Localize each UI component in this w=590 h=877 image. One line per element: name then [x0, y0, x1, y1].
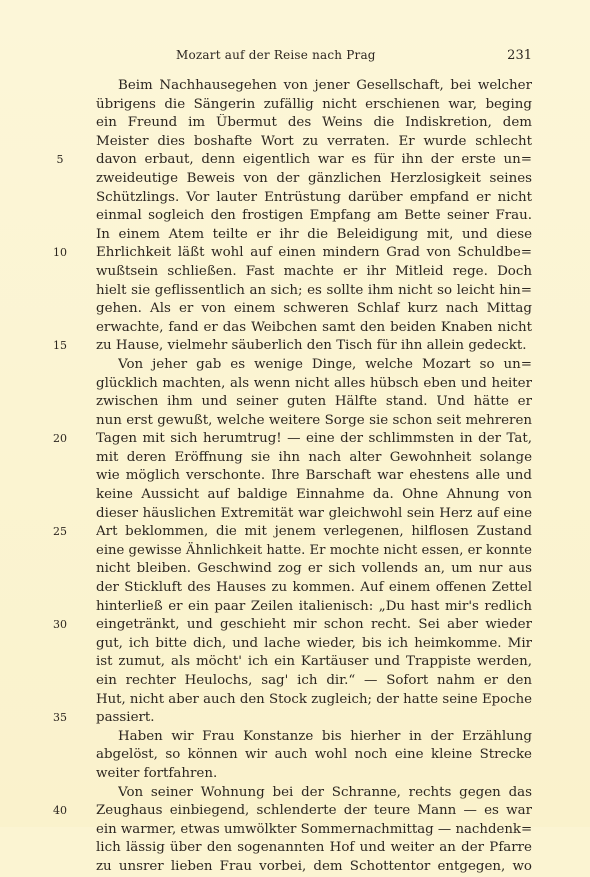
line-text: ein rechter Heulochs, sag' ich dir.“ — Sofort nahm er den	[96, 673, 532, 688]
line-text: Schützlings. Vor lauter Entrüstung darüber empfand er nicht	[96, 189, 532, 205]
text-line	[96, 579, 532, 598]
text-line	[53, 616, 532, 635]
text-line	[96, 300, 532, 319]
line-text: nun erst gewußt, welche weitere Sorge sie schon seit mehreren	[96, 412, 532, 428]
line-number: 35	[53, 711, 67, 725]
line-text: zu Hause, vielmehr säuberlich den Tisch für ihn allein gedeckt.	[96, 338, 527, 354]
line-number: 15	[53, 339, 67, 353]
text-line	[96, 653, 532, 672]
text-line	[96, 691, 532, 710]
text-line	[96, 839, 532, 858]
text-line	[96, 486, 532, 505]
line-text: Von jeher gab es wenige Dinge, welche Mozart so un=	[118, 356, 532, 372]
text-line	[96, 375, 532, 394]
text-line	[96, 505, 532, 524]
line-number: 20	[53, 432, 67, 446]
text-line	[96, 560, 532, 579]
line-number: 40	[53, 804, 67, 818]
line-text: der Stickluft des Hauses zu kommen. Auf einem offenen Zettel	[96, 580, 532, 596]
text-line	[96, 672, 532, 691]
text-line	[96, 821, 532, 840]
text-line	[96, 412, 532, 431]
line-text: zu unsrer lieben Frau vorbei, dem Schottentor entgegen, wo	[96, 858, 532, 874]
line-number: 25	[53, 525, 67, 539]
text-line	[96, 189, 532, 208]
text-line	[96, 635, 532, 654]
text-line	[96, 858, 532, 877]
text-line	[53, 523, 532, 542]
line-text: wie möglich verschonte. Ihre Barschaft war ehestens alle und	[96, 468, 532, 484]
line-text: hinterließ er ein paar Zeilen italienisch: „Du hast mir's redlich	[96, 598, 532, 614]
line-text: Zeughaus einbiegend, schlenderte der teure Mann — es war	[96, 803, 532, 819]
text-line	[96, 467, 532, 486]
text-line	[96, 598, 532, 617]
line-text: In einem Atem teilte er ihr die Beleidigung mit, und diese	[96, 226, 532, 242]
line-text: passiert.	[96, 710, 155, 726]
text-line	[96, 282, 532, 301]
running-title: Mozart auf der Reise nach Prag	[176, 48, 376, 62]
text-line	[56, 151, 532, 170]
line-text: weiter fortfahren.	[96, 765, 218, 781]
line-text: ein Freund im Übermut des Weins die Indiskretion, dem	[96, 115, 532, 131]
text-line	[96, 449, 532, 468]
line-text: glücklich machten, als wenn nicht alles hübsch eben und heiter	[96, 375, 532, 391]
text-line	[96, 77, 532, 96]
line-text: ein warmer, etwas umwölkter Sommernachmittag — nachdenk=	[96, 821, 532, 837]
text-line	[96, 393, 532, 412]
line-number: 30	[53, 618, 67, 632]
line-text: lich lässig über den sogenannten Hof und weiter an der Pfarre	[96, 840, 532, 856]
text-line	[96, 319, 532, 338]
line-text: ist zumut, als möcht' ich ein Kartäuser und Trappiste werden,	[96, 654, 532, 670]
text-line	[96, 542, 532, 561]
line-text: eingetränkt, und geschieht mir schon recht. Sei aber wieder	[96, 617, 532, 633]
text-line	[96, 133, 532, 152]
line-text: Tagen mit sich herumtrug! — eine der schlimmsten in der Tat,	[96, 431, 532, 447]
text-line	[53, 802, 532, 821]
page-number: 231	[507, 48, 532, 63]
line-text: einmal sogleich den frostigen Empfang am Bette seiner Frau.	[96, 208, 532, 224]
text-line	[53, 709, 532, 728]
line-text: Meister dies boshafte Wort zu verraten. Er wurde schlecht	[96, 133, 532, 149]
line-text: nicht bleiben. Geschwind zog er sich vollends an, um nur aus	[96, 561, 532, 577]
line-text: abgelöst, so können wir auch wohl noch eine kleine Strecke	[96, 747, 532, 763]
line-text: Von seiner Wohnung bei der Schranne, rechts gegen das	[118, 784, 532, 800]
line-text: mit deren Eröffnung sie ihn nach alter Gewohnheit solange	[96, 449, 532, 465]
line-text: Hut, nicht aber auch den Stock zugleich; der hatte seine Epoche	[96, 691, 532, 707]
line-text: keine Aussicht auf baldige Einnahme da. Ohne Ahnung von	[96, 487, 532, 503]
line-number: 10	[53, 246, 67, 260]
text-line	[96, 114, 532, 133]
line-text: Art beklommen, die mit jenem verlegenen, hilflosen Zustand	[96, 524, 532, 540]
line-text: hielt sie geflissentlich an sich; es sollte ihm nicht so leicht hin=	[96, 282, 532, 298]
text-line	[96, 728, 532, 747]
line-number: 5	[56, 153, 64, 167]
text-line	[96, 96, 532, 115]
body-text	[53, 77, 532, 877]
running-header	[96, 48, 536, 66]
line-text: gehen. Als er von einem schweren Schlaf kurz nach Mittag	[96, 301, 532, 317]
text-line	[96, 746, 532, 765]
line-text: davon erbaut, denn eigentlich war es für ihn der erste un=	[96, 152, 532, 168]
line-text: Ehrlichkeit läßt wohl auf einen mindern Grad von Schuldbe=	[96, 245, 532, 261]
text-line	[53, 244, 532, 263]
text-line	[96, 356, 532, 375]
line-text: zweideutige Beweis von der gänzlichen Herzlosigkeit seines	[96, 170, 532, 186]
line-text: Haben wir Frau Konstanze bis hierher in der Erzählung	[118, 728, 532, 744]
text-line	[96, 765, 532, 784]
line-text: zwischen ihm und seiner guten Hälfte stand. Und hätte er	[96, 394, 532, 410]
line-text: erwachte, fand er das Weibchen samt den beiden Knaben nicht	[96, 319, 532, 335]
text-line	[96, 226, 532, 245]
text-line	[96, 207, 532, 226]
line-text: Beim Nachhausegehen von jener Gesellschaft, bei welcher	[118, 78, 532, 93]
text-line	[96, 263, 532, 282]
line-text: gut, ich bitte dich, und lache wieder, bis ich heimkomme. Mir	[96, 635, 532, 651]
line-text: dieser häuslichen Extremität war gleichwohl sein Herz auf eine	[96, 505, 532, 521]
line-text: eine gewisse Ähnlichkeit hatte. Er mochte nicht essen, er konnte	[96, 542, 532, 558]
line-text: übrigens die Sängerin zufällig nicht erschienen war, beging	[96, 96, 532, 112]
text-line	[53, 430, 532, 449]
line-text: wußtsein schließen. Fast machte er ihr Mitleid rege. Doch	[96, 263, 532, 279]
text-line	[96, 784, 532, 803]
text-line	[53, 337, 532, 356]
text-line	[96, 170, 532, 189]
